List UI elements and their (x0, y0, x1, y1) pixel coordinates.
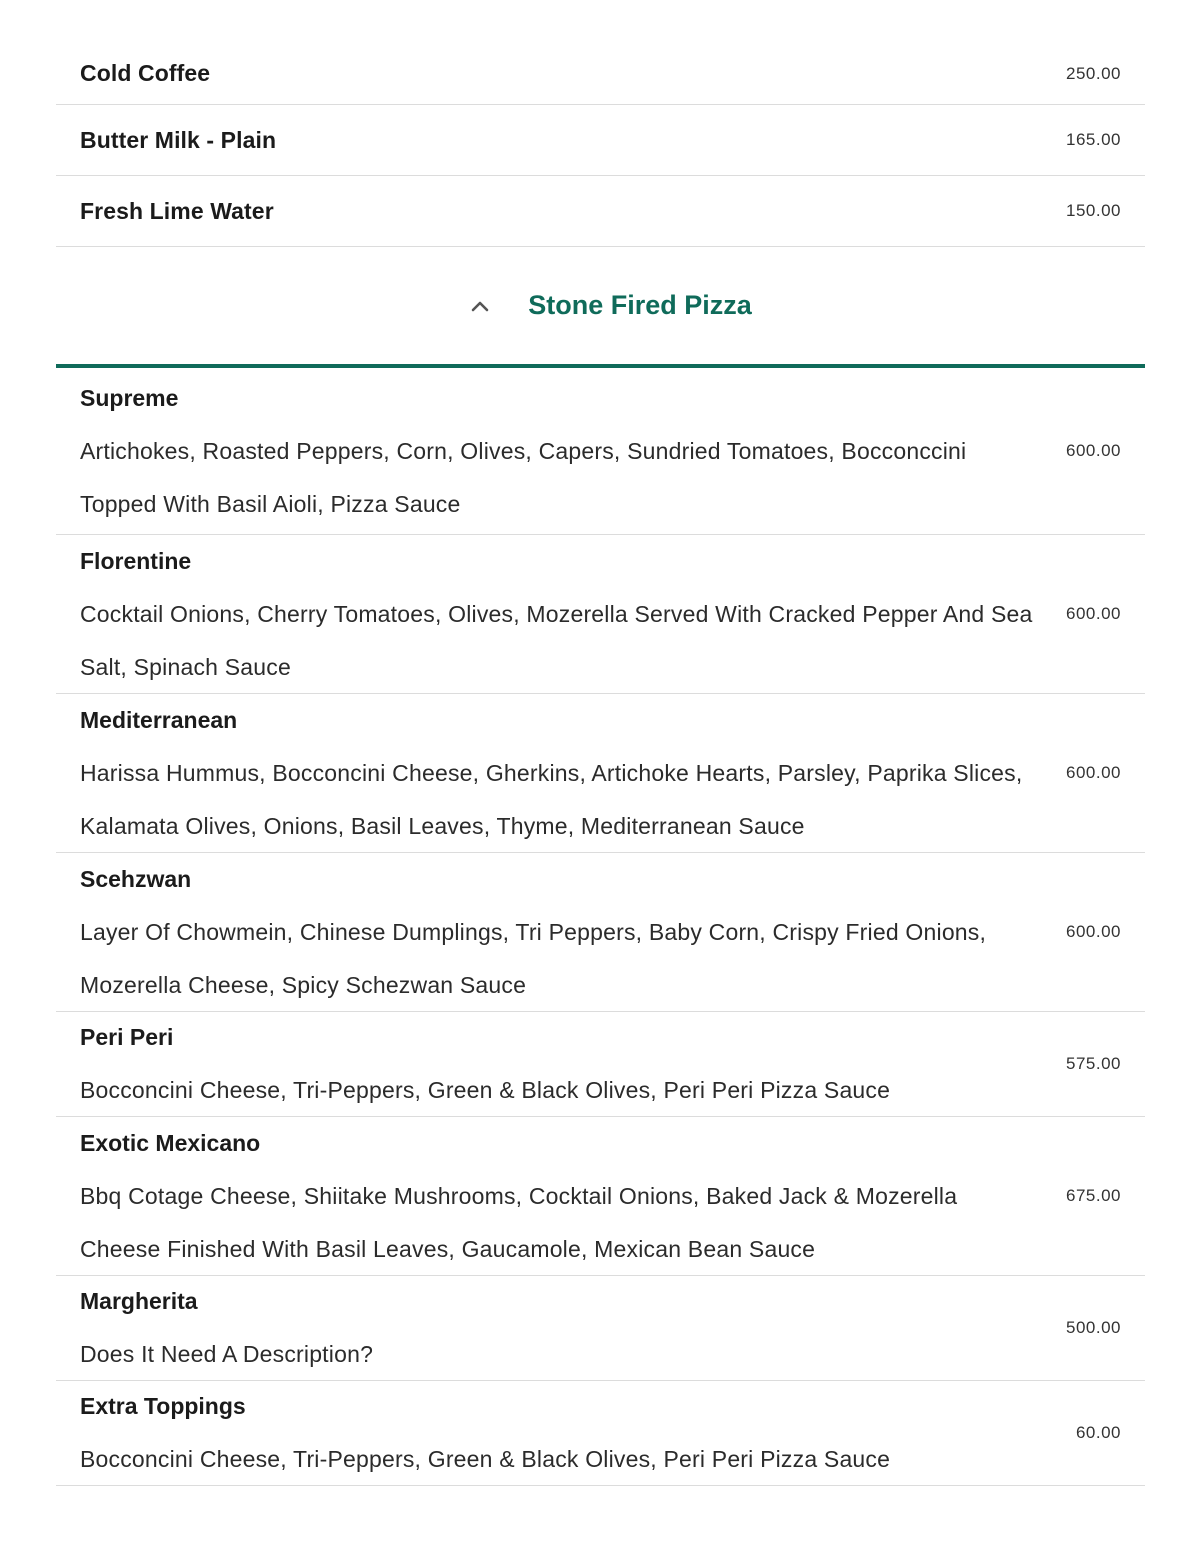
item-name: Peri Peri (80, 1024, 174, 1050)
item-description: Harissa Hummus, Bocconcini Cheese, Gherkins, Artichoke Hearts, Parsley, Paprika Slices, Kalamata Olives, Onions, Basil Leaves, Thyme, Mediterranean Sauce (80, 759, 1023, 839)
item-text (80, 1117, 1040, 1276)
menu-item-margherita[interactable] (56, 1276, 1145, 1381)
menu-list (56, 43, 1145, 1486)
item-name: Florentine (80, 547, 192, 574)
menu-item-cold-coffee[interactable] (56, 43, 1145, 105)
item-name: Scehzwan (80, 865, 192, 892)
item-text (80, 535, 1040, 694)
item-text (80, 1275, 1040, 1381)
item-description: Artichokes, Roasted Peppers, Corn, Olives, Capers, Sundried Tomatoes, Bocconccini Topped With Basil Aioli, Pizza Sauce (80, 437, 967, 517)
item-price: 250.00 (1066, 63, 1121, 83)
item-price: 500.00 (1066, 1318, 1121, 1337)
item-description: Cocktail Onions, Cherry Tomatoes, Olives, Mozerella Served With Cracked Pepper And Sea Salt, Spinach Sauce (80, 600, 1033, 680)
menu-item-exotic-mexicano[interactable] (56, 1117, 1145, 1276)
item-text (80, 853, 1040, 1012)
item-price: 600.00 (1066, 763, 1121, 782)
chevron-up-icon[interactable] (466, 292, 494, 320)
item-price: 60.00 (1075, 1423, 1121, 1442)
item-name: Cold Coffee (80, 60, 211, 86)
item-price: 150.00 (1066, 201, 1121, 220)
menu-item-scehzwan[interactable] (56, 853, 1145, 1012)
item-name: Supreme (80, 384, 179, 411)
item-text (80, 1380, 1040, 1486)
item-name: Fresh Lime Water (80, 197, 274, 224)
item-name: Margherita (80, 1288, 198, 1314)
item-text (80, 372, 1040, 531)
menu-item-florentine[interactable] (56, 535, 1145, 694)
item-description: Bocconcini Cheese, Tri-Peppers, Green & Black Olives, Peri Peri Pizza Sauce (80, 1446, 891, 1472)
item-name: Extra Toppings (80, 1393, 246, 1419)
item-price: 600.00 (1066, 441, 1121, 460)
item-price: 600.00 (1066, 922, 1121, 941)
item-description: Bocconcini Cheese, Tri-Peppers, Green & Black Olives, Peri Peri Pizza Sauce (80, 1077, 891, 1103)
item-text (80, 1011, 1040, 1117)
menu-item-peri-peri[interactable] (56, 1012, 1145, 1117)
menu-item-mediterranean[interactable] (56, 694, 1145, 853)
item-price: 600.00 (1066, 604, 1121, 623)
item-name: Exotic Mexicano (80, 1129, 261, 1156)
item-description: Does It Need A Description? (80, 1341, 374, 1367)
item-price: 165.00 (1066, 130, 1121, 149)
item-price: 675.00 (1066, 1186, 1121, 1205)
item-description: Layer Of Chowmein, Chinese Dumplings, Tri Peppers, Baby Corn, Crispy Fried Onions, Mozerella Cheese, Spicy Schezwan Sauce (80, 918, 987, 998)
menu-item-fresh-lime-water[interactable] (56, 176, 1145, 247)
section-title: Stone Fired Pizza (528, 290, 752, 320)
item-name: Mediterranean (80, 706, 238, 733)
item-price: 575.00 (1066, 1054, 1121, 1073)
menu-item-extra-toppings[interactable] (56, 1381, 1145, 1486)
item-name: Butter Milk - Plain (80, 126, 277, 153)
section-header-stone-fired-pizza[interactable] (56, 247, 1145, 368)
item-text (80, 694, 1040, 853)
item-description: Bbq Cotage Cheese, Shiitake Mushrooms, Cocktail Onions, Baked Jack & Mozerella Cheese Finished With Basil Leaves, Gaucamole, Mexican Bean Sauce (80, 1182, 958, 1262)
menu-item-butter-milk[interactable] (56, 105, 1145, 176)
menu-item-supreme[interactable] (56, 368, 1145, 535)
